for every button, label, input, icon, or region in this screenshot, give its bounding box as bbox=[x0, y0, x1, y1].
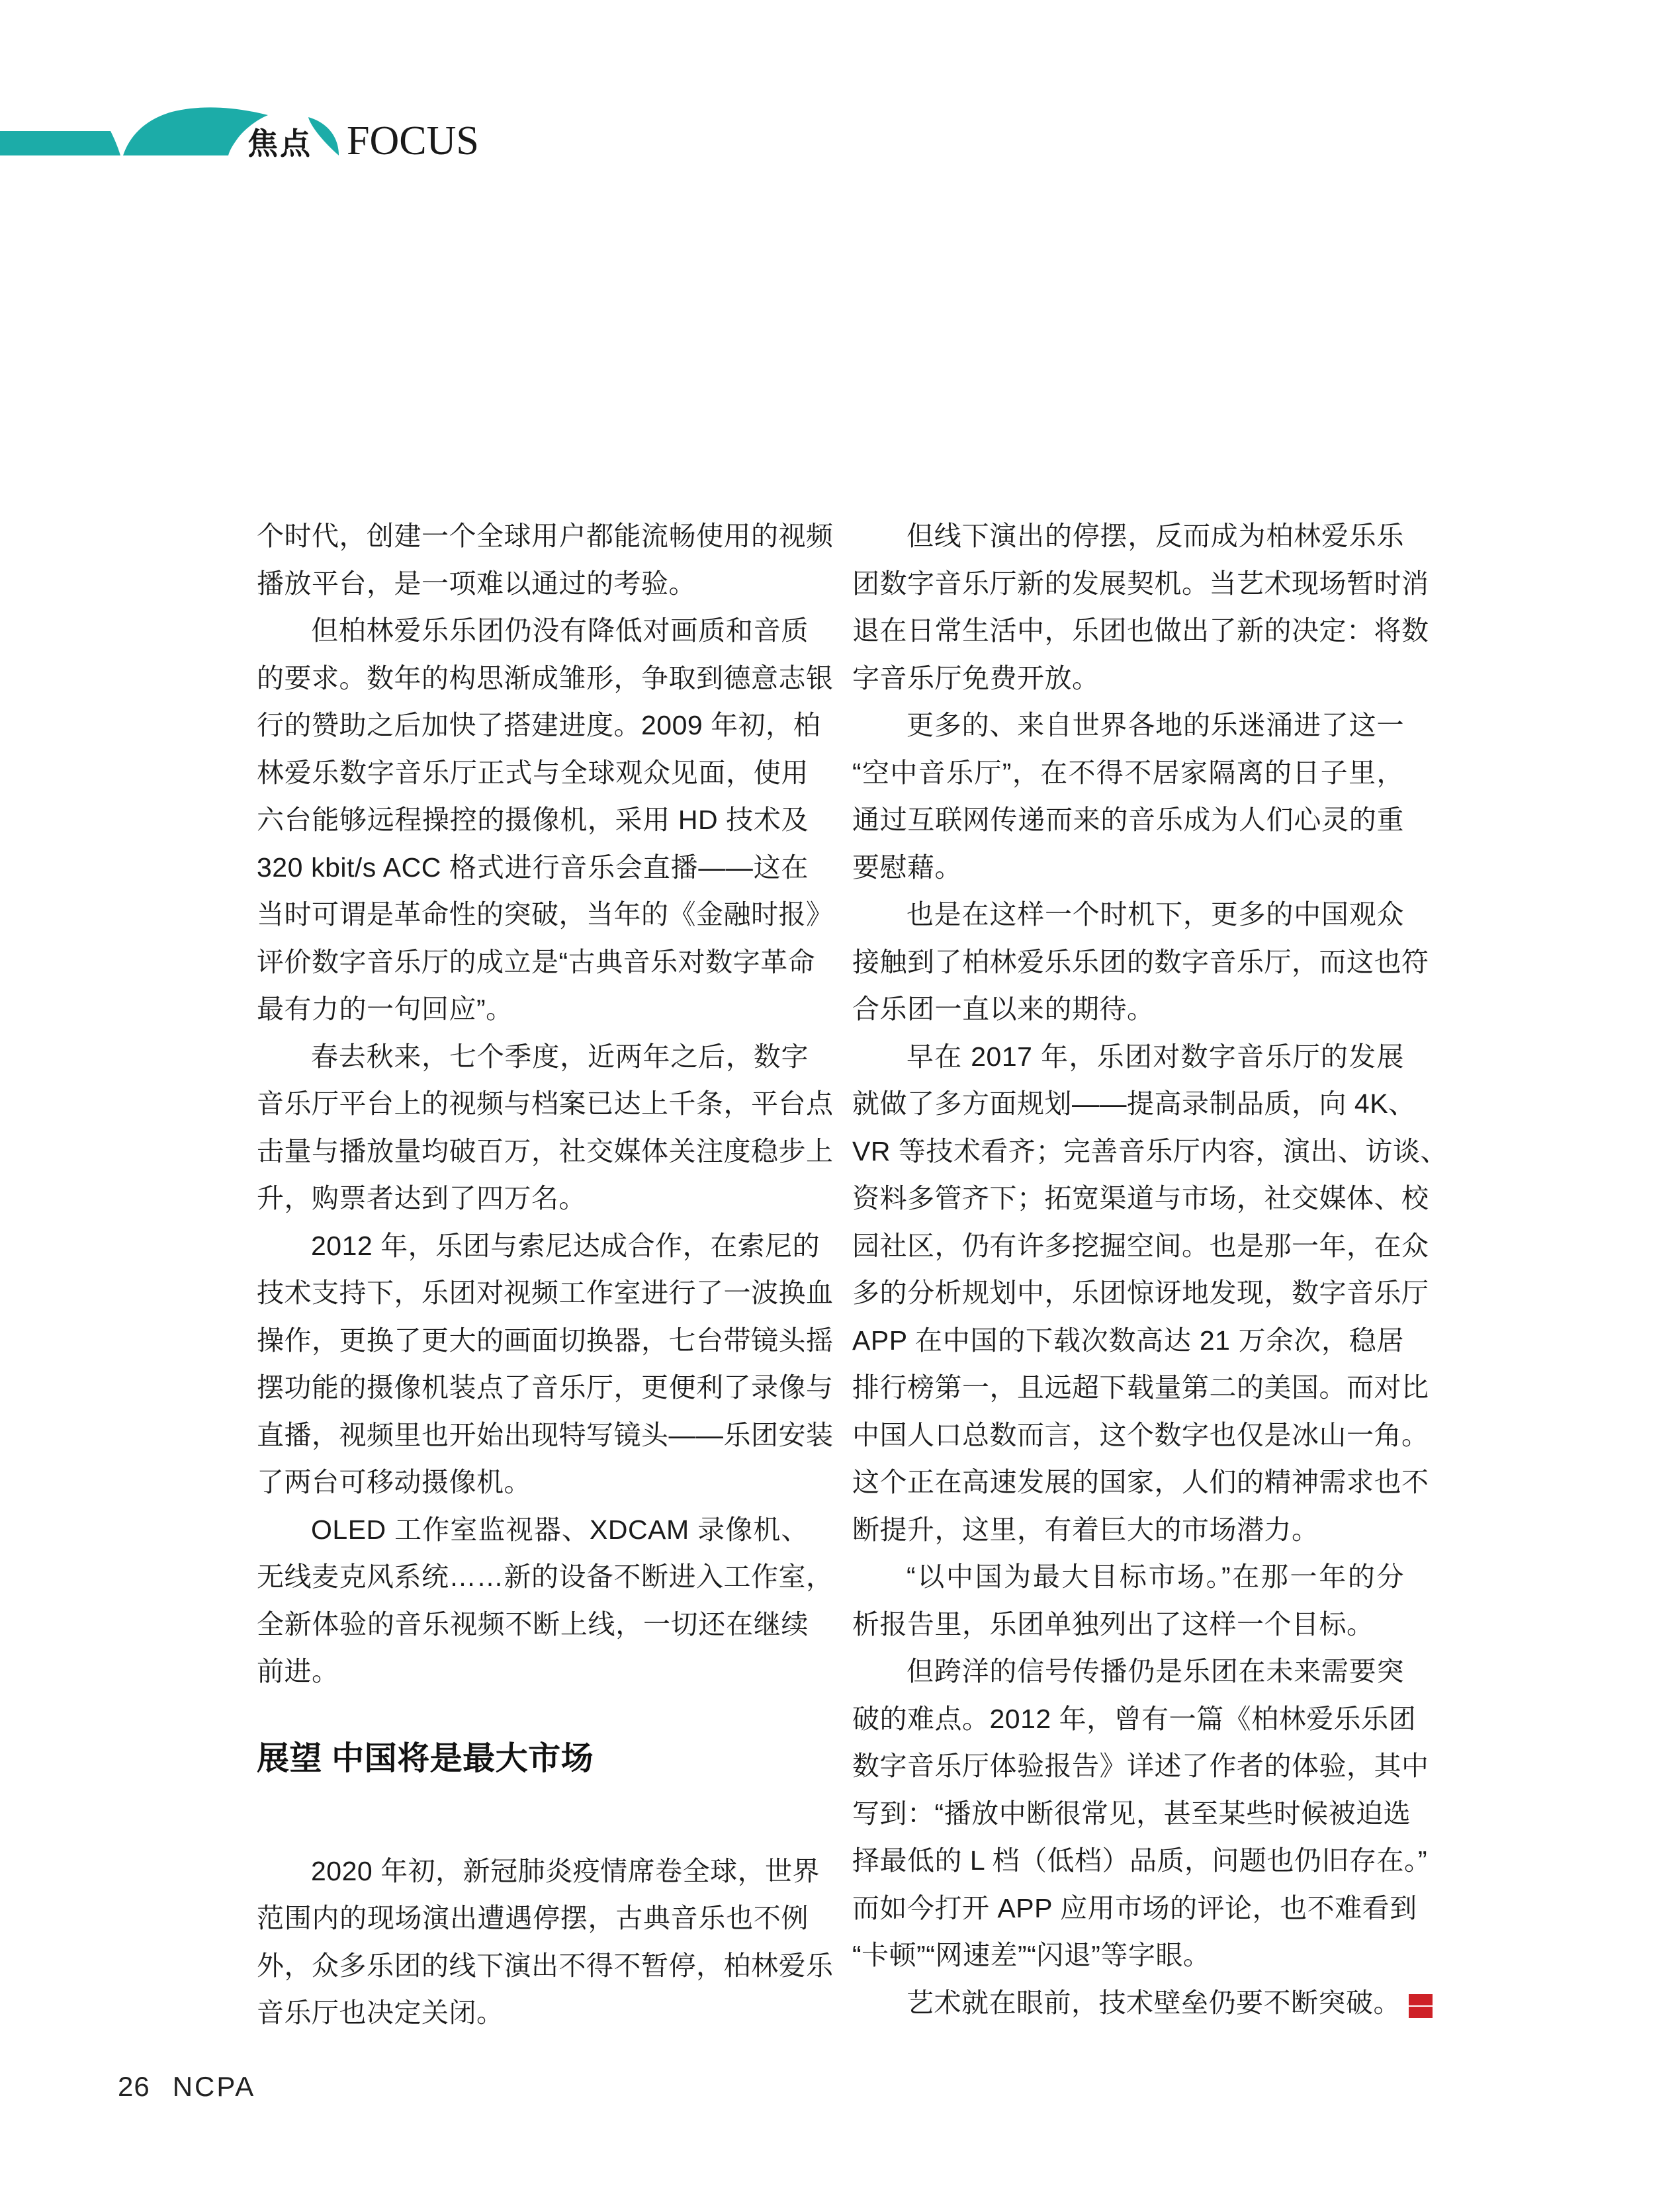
section-tag-cn: 焦点 bbox=[247, 126, 312, 161]
text-line: 排行榜第一，且远超下载量第二的美国。而对比 bbox=[852, 1372, 1429, 1403]
text-line: 2012 年，乐团与索尼达成合作，在索尼的 bbox=[311, 1230, 820, 1261]
text-line: 多的分析规划中，乐团惊讶地发现，数字音乐厅 bbox=[852, 1278, 1429, 1308]
text-line: 无线麦克风系统……新的设备不断进入工作室， bbox=[257, 1561, 834, 1592]
text-line: 字音乐厅免费开放。 bbox=[852, 662, 1100, 693]
text-line: 团数字音乐厅新的发展契机。当艺术现场暂时消 bbox=[852, 568, 1429, 599]
header-crescent-shape bbox=[308, 117, 339, 155]
text-line: 就做了多方面规划——提高录制品质，向 4K、 bbox=[852, 1088, 1416, 1119]
text-line: 范围内的现场演出遭遇停摆，古典音乐也不例 bbox=[257, 1903, 809, 1933]
text-line: 林爱乐数字音乐厅正式与全球观众见面，使用 bbox=[257, 757, 809, 788]
article-column-left bbox=[257, 513, 834, 2037]
text-line: 技术支持下，乐团对视频工作室进行了一波换血 bbox=[257, 1278, 834, 1308]
text-line: OLED 工作室监视器、XDCAM 录像机、 bbox=[311, 1514, 809, 1545]
text-line: 写到：“播放中断很常见，甚至某些时候被迫选 bbox=[852, 1798, 1411, 1829]
text-line: 2020 年初，新冠肺炎疫情席卷全球，世界 bbox=[311, 1855, 820, 1886]
text-line: 更多的、来自世界各地的乐迷涌进了这一 bbox=[906, 710, 1404, 740]
text-line: 评价数字音乐厅的成立是“古典音乐对数字革命 bbox=[257, 946, 816, 977]
text-line: 这个正在高速发展的国家，人们的精神需求也不 bbox=[852, 1467, 1429, 1497]
text-line: 音乐厅也决定关闭。 bbox=[257, 1997, 504, 2028]
ncpa-logo: $\frac{NC}{PA}$ bbox=[1409, 1994, 1433, 2018]
text-line: 最有力的一句回应”。 bbox=[257, 994, 513, 1024]
text-line: VR 等技术看齐；完善音乐厅内容，演出、访谈、 bbox=[852, 1135, 1448, 1166]
text-line: 但柏林爱乐乐团仍没有降低对画质和音质 bbox=[311, 615, 809, 646]
text-line: “卡顿”“网速差”“闪退”等字眼。 bbox=[852, 1940, 1211, 1970]
text-line: 接触到了柏林爱乐乐团的数字音乐厅，而这也符 bbox=[852, 946, 1429, 977]
text-line: 春去秋来，七个季度，近两年之后，数字 bbox=[311, 1041, 809, 1072]
text-line: 析报告里，乐团单独列出了这样一个目标。 bbox=[852, 1608, 1374, 1640]
footer-brand: NCPA bbox=[172, 2071, 256, 2102]
text-line: 艺术就在眼前，技术壁垒仍要不断突破。 $\frac{NC}{PA}$ bbox=[906, 1987, 1480, 2018]
section-tag-en: FOCUS bbox=[347, 118, 479, 163]
text-line: 要慰藉。 bbox=[852, 852, 962, 883]
text-line: 合乐团一直以来的期待。 bbox=[852, 994, 1155, 1024]
text-line: 摆功能的摄像机装点了音乐厅，更便利了录像与 bbox=[257, 1372, 834, 1403]
section-heading: 展望 中国将是最大市场 bbox=[257, 1740, 594, 1776]
text-line: 资料多管齐下；拓宽渠道与市场，社交媒体、校 bbox=[852, 1183, 1429, 1213]
text-line: 外，众多乐团的线下演出不得不暂停，柏林爱乐 bbox=[257, 1950, 834, 1981]
text-line: 断提升，这里，有着巨大的市场潜力。 bbox=[852, 1514, 1319, 1545]
text-line: 园社区，仍有许多挖掘空间。也是那一年，在众 bbox=[852, 1230, 1429, 1261]
text-line: 而如今打开 APP 应用市场的评论，也不难看到 bbox=[852, 1892, 1417, 1923]
text-line: 中国人口总数而言，这个数字也仅是冰山一角。 bbox=[852, 1419, 1429, 1450]
text-line: 升，购票者达到了四万名。 bbox=[257, 1183, 586, 1213]
text-line: APP 在中国的下载次数高达 21 万余次，稳居 bbox=[852, 1325, 1404, 1356]
text-line: 音乐厅平台上的视频与档案已达上千条，平台点 bbox=[257, 1088, 834, 1119]
text-line: 行的赞助之后加快了搭建进度。2009 年初，柏 bbox=[257, 710, 821, 740]
text-line: 击量与播放量均破百万，社交媒体关注度稳步上 bbox=[257, 1135, 834, 1166]
text-line: 320 kbit/s ACC 格式进行音乐会直播——这在 bbox=[257, 852, 809, 883]
text-line: 个时代，创建一个全球用户都能流畅使用的视频 bbox=[257, 521, 834, 551]
text-line: 操作，更换了更大的画面切换器，七台带镜头摇 bbox=[257, 1325, 834, 1356]
text-line: 早在 2017 年，乐团对数字音乐厅的发展 bbox=[906, 1041, 1404, 1072]
text-line: 但线下演出的停摆，反而成为柏林爱乐乐 bbox=[906, 521, 1404, 551]
text-line: 择最低的 L 档（低档）品质，问题也仍旧存在。” bbox=[852, 1845, 1428, 1876]
text-line: 的要求。数年的构思渐成雏形，争取到德意志银 bbox=[257, 662, 834, 693]
text-line: 直播，视频里也开始出现特写镜头——乐团安装 bbox=[257, 1419, 834, 1450]
article-column-right bbox=[852, 513, 1480, 2027]
text-line: 也是在这样一个时机下，更多的中国观众 bbox=[906, 899, 1404, 930]
text-line: 数字音乐厅体验报告》详述了作者的体验，其中 bbox=[852, 1751, 1429, 1781]
text-line: 破的难点。2012 年，曾有一篇《柏林爱乐乐团 bbox=[852, 1703, 1417, 1734]
text-line: 六台能够远程操控的摄像机，采用 HD 技术及 bbox=[257, 805, 809, 835]
text-line: 当时可谓是革命性的突破，当年的《金融时报》 bbox=[257, 899, 834, 930]
text-line: 全新体验的音乐视频不断上线，一切还在继续 bbox=[257, 1608, 809, 1640]
text-line: “以中国为最大目标市场。”在那一年的分 bbox=[906, 1561, 1404, 1592]
text-line: 但跨洋的信号传播仍是乐团在未来需要突 bbox=[906, 1656, 1404, 1686]
text-line: 退在日常生活中，乐团也做出了新的决定：将数 bbox=[852, 615, 1429, 646]
page-number: 26 bbox=[118, 2071, 150, 2102]
text-line: 播放平台，是一项难以通过的考验。 bbox=[257, 568, 696, 599]
text-line: 前进。 bbox=[257, 1656, 339, 1686]
header-bar-shape bbox=[0, 131, 120, 155]
text-line: 通过互联网传递而来的音乐成为人们心灵的重 bbox=[852, 805, 1404, 835]
text-line: 了两台可移动摄像机。 bbox=[257, 1467, 531, 1497]
header-wave-shape bbox=[123, 107, 268, 155]
page-footer bbox=[118, 2071, 255, 2103]
text-line: “空中音乐厅”，在不得不居家隔离的日子里， bbox=[852, 757, 1404, 788]
